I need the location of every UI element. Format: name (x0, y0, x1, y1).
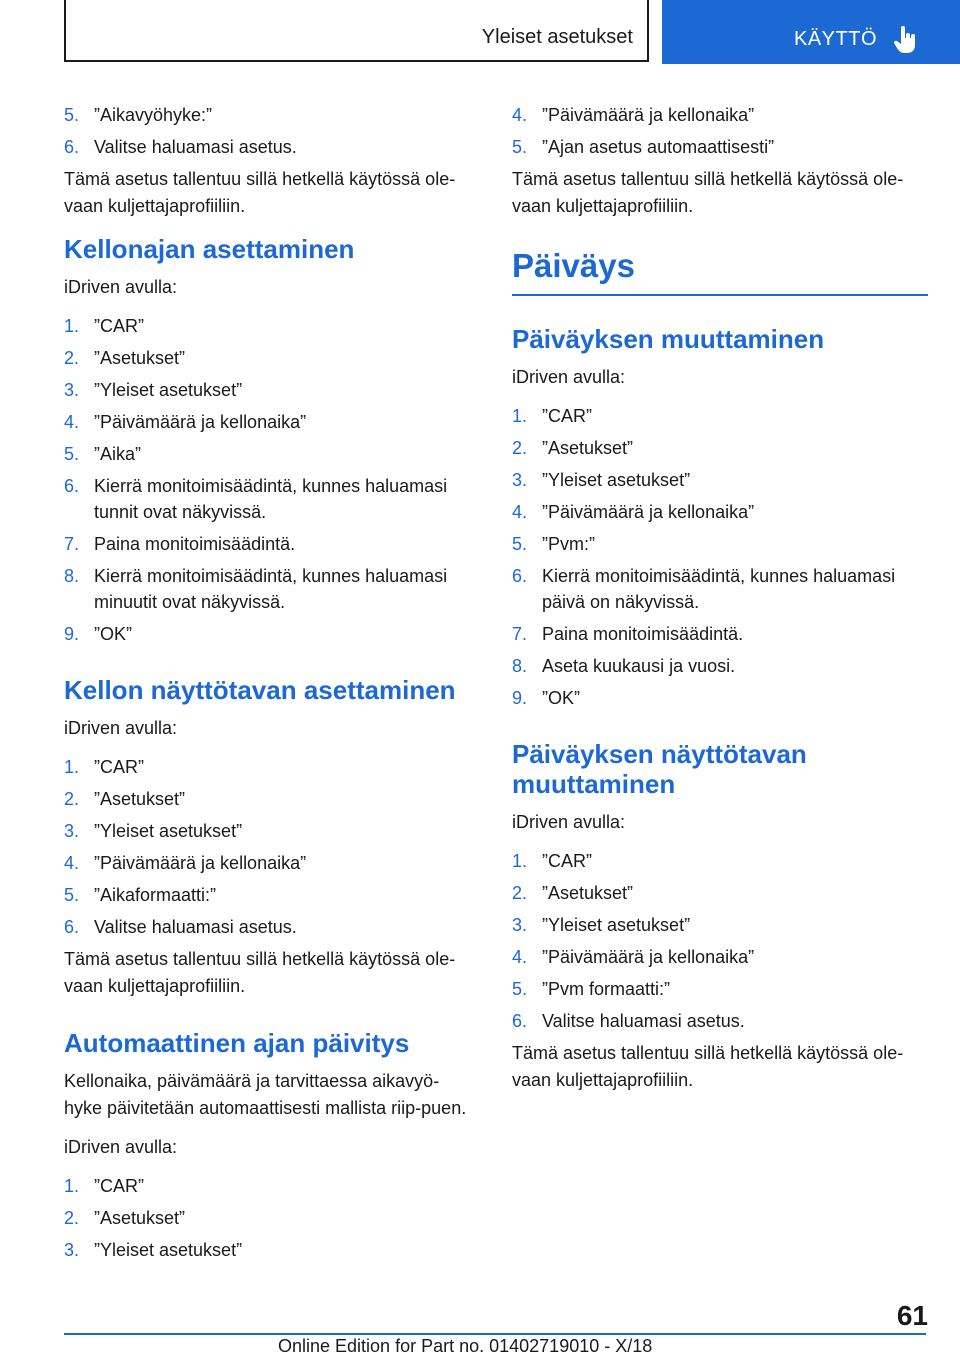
list-number: 4. (64, 412, 80, 432)
list-text: ”Ajan asetus automaattisesti” (542, 137, 775, 157)
hand-pointer-icon (894, 26, 918, 54)
list-item (64, 441, 476, 467)
list-item (64, 1237, 476, 1263)
list-number: 3. (64, 821, 80, 841)
list-text: ”CAR” (94, 757, 144, 777)
section-heading: Kellonajan asettaminen (64, 234, 355, 264)
list-number: 7. (64, 534, 80, 554)
list-item (64, 377, 476, 403)
list-item (512, 653, 928, 679)
list-item (64, 882, 476, 908)
right-column (512, 102, 928, 1106)
list-text: ”Pvm formaatti:” (542, 979, 671, 999)
list-number: 9. (64, 624, 80, 644)
list-number: 1. (64, 757, 80, 777)
left-column (64, 102, 476, 1269)
list-text: Kierrä monitoimisäädintä, kunnes haluamasi minuutit ovat näkyvissä. (94, 566, 448, 612)
list-text: ”OK” (94, 624, 132, 644)
list-number: 4. (512, 947, 528, 967)
list-text: ”CAR” (94, 1176, 144, 1196)
list-text: ”Yleiset asetukset” (94, 821, 243, 841)
list-item (512, 563, 928, 615)
list-number: 4. (512, 502, 528, 522)
list-number: 1. (512, 406, 528, 426)
list-number: 8. (512, 656, 528, 676)
list-text: ”Päivämäärä ja kellonaika” (94, 412, 307, 432)
list-number: 4. (64, 853, 80, 873)
list-item (512, 435, 928, 461)
list-text: ”Aikaformaatti:” (94, 885, 217, 905)
chapter-heading: Päiväys (512, 246, 928, 296)
list-text: Kierrä monitoimisäädintä, kunnes haluamasi päivä on näkyvissä. (542, 566, 896, 612)
list-item (512, 499, 928, 525)
section-heading: Päiväyksen muuttaminen (512, 324, 825, 354)
section-heading: Päiväyksen näyttötavan muuttaminen (512, 739, 807, 799)
section-title: Yleiset asetukset (481, 26, 633, 48)
list-text: ”Asetukset” (94, 789, 186, 809)
list-text: ”Päivämäärä ja kellonaika” (542, 947, 755, 967)
list-text: ”Asetukset” (542, 438, 634, 458)
list-number: 5. (512, 534, 528, 554)
list-text: ”CAR” (542, 851, 592, 871)
list-text: ”Asetukset” (94, 348, 186, 368)
list-text: ”Yleiset asetukset” (94, 380, 243, 400)
list-text: Paina monitoimisäädintä. (542, 624, 744, 644)
list-item (512, 880, 928, 906)
paragraph: Tämä asetus tallentuu sillä hetkellä käytössä ole‐vaan kuljettajaprofiiliin. (64, 169, 456, 216)
list-item (64, 818, 476, 844)
paragraph: Tämä asetus tallentuu sillä hetkellä käytössä ole‐vaan kuljettajaprofiiliin. (512, 169, 904, 216)
list-text: ”Päivämäärä ja kellonaika” (542, 105, 755, 125)
list-item (64, 754, 476, 780)
list-item (512, 976, 928, 1002)
list-item (64, 563, 476, 615)
list-number: 2. (64, 789, 80, 809)
list-item (64, 531, 476, 557)
list-number: 1. (512, 851, 528, 871)
list-item (64, 914, 476, 940)
list-text: ”Yleiset asetukset” (94, 1240, 243, 1260)
paragraph: iDriven avulla: (64, 277, 178, 297)
section-heading: Kellon näyttötavan asettaminen (64, 675, 456, 705)
paragraph: Kellonaika, päivämäärä ja tarvittaessa aikavyö‐hyke päivitetään automaattisesti mallista riip‐puen. (64, 1071, 467, 1118)
list-text: ”Aika” (94, 444, 142, 464)
list-number: 5. (512, 137, 528, 157)
list-text: ”Asetukset” (542, 883, 634, 903)
list-item (512, 848, 928, 874)
list-item (64, 134, 476, 160)
list-item (64, 786, 476, 812)
list-text: ”Yleiset asetukset” (542, 915, 691, 935)
list-item (512, 912, 928, 938)
list-number: 6. (64, 476, 80, 496)
list-item (512, 1008, 928, 1034)
list-number: 7. (512, 624, 528, 644)
list-item (64, 313, 476, 339)
list-item (64, 1205, 476, 1231)
list-number: 5. (512, 979, 528, 999)
list-number: 9. (512, 688, 528, 708)
list-text: ”Yleiset asetukset” (542, 470, 691, 490)
list-number: 3. (64, 380, 80, 400)
list-number: 8. (64, 566, 80, 586)
list-text: ”Asetukset” (94, 1208, 186, 1228)
list-number: 3. (64, 1240, 80, 1260)
list-text: Valitse haluamasi asetus. (94, 917, 297, 937)
list-item (64, 102, 476, 128)
header-section-box (64, 0, 649, 62)
list-text: ”Aikavyöhyke:” (94, 105, 213, 125)
paragraph: iDriven avulla: (512, 812, 626, 832)
list-number: 3. (512, 915, 528, 935)
paragraph: iDriven avulla: (512, 367, 626, 387)
list-item (512, 621, 928, 647)
list-number: 2. (512, 883, 528, 903)
list-item (64, 621, 476, 647)
list-number: 4. (512, 105, 528, 125)
list-number: 6. (512, 566, 528, 586)
list-item (64, 409, 476, 435)
list-number: 1. (64, 1176, 80, 1196)
list-number: 6. (512, 1011, 528, 1031)
list-number: 5. (64, 105, 80, 125)
list-number: 2. (64, 348, 80, 368)
list-text: ”Päivämäärä ja kellonaika” (94, 853, 307, 873)
list-number: 5. (64, 885, 80, 905)
list-item (512, 685, 928, 711)
list-text: ”CAR” (94, 316, 144, 336)
list-number: 5. (64, 444, 80, 464)
list-number: 1. (64, 316, 80, 336)
list-text: Kierrä monitoimisäädintä, kunnes haluamasi tunnit ovat näkyvissä. (94, 476, 448, 522)
list-number: 2. (64, 1208, 80, 1228)
list-item (512, 102, 928, 128)
paragraph: Tämä asetus tallentuu sillä hetkellä käytössä ole‐vaan kuljettajaprofiiliin. (512, 1043, 904, 1090)
list-text: ”Pvm:” (542, 534, 595, 554)
paragraph: iDriven avulla: (64, 1137, 178, 1157)
chapter-tab (662, 0, 960, 64)
list-number: 6. (64, 137, 80, 157)
list-number: 2. (512, 438, 528, 458)
list-text: ”CAR” (542, 406, 592, 426)
list-item (64, 345, 476, 371)
paragraph: Tämä asetus tallentuu sillä hetkellä käytössä ole‐vaan kuljettajaprofiiliin. (64, 949, 456, 996)
list-number: 3. (512, 470, 528, 490)
list-item (512, 944, 928, 970)
list-item (512, 403, 928, 429)
list-text: ”Päivämäärä ja kellonaika” (542, 502, 755, 522)
list-item (512, 467, 928, 493)
section-heading: Automaattinen ajan päivitys (64, 1028, 410, 1058)
list-item (64, 1173, 476, 1199)
list-item (64, 850, 476, 876)
footer-divider (64, 1333, 926, 1335)
list-text: Paina monitoimisäädintä. (94, 534, 296, 554)
paragraph: iDriven avulla: (64, 718, 178, 738)
list-text: Aseta kuukausi ja vuosi. (542, 656, 736, 676)
list-item (512, 531, 928, 557)
list-item (64, 473, 476, 525)
footer-edition-text: Online Edition for Part no. 01402719010 - X/18 (278, 1336, 653, 1356)
list-text: Valitse haluamasi asetus. (542, 1011, 745, 1031)
list-item (512, 134, 928, 160)
list-number: 6. (64, 917, 80, 937)
list-text: ”OK” (542, 688, 580, 708)
list-text: Valitse haluamasi asetus. (94, 137, 297, 157)
chapter-tab-label: KÄYTTÖ (794, 28, 878, 50)
page-number: 61 (896, 1300, 928, 1331)
